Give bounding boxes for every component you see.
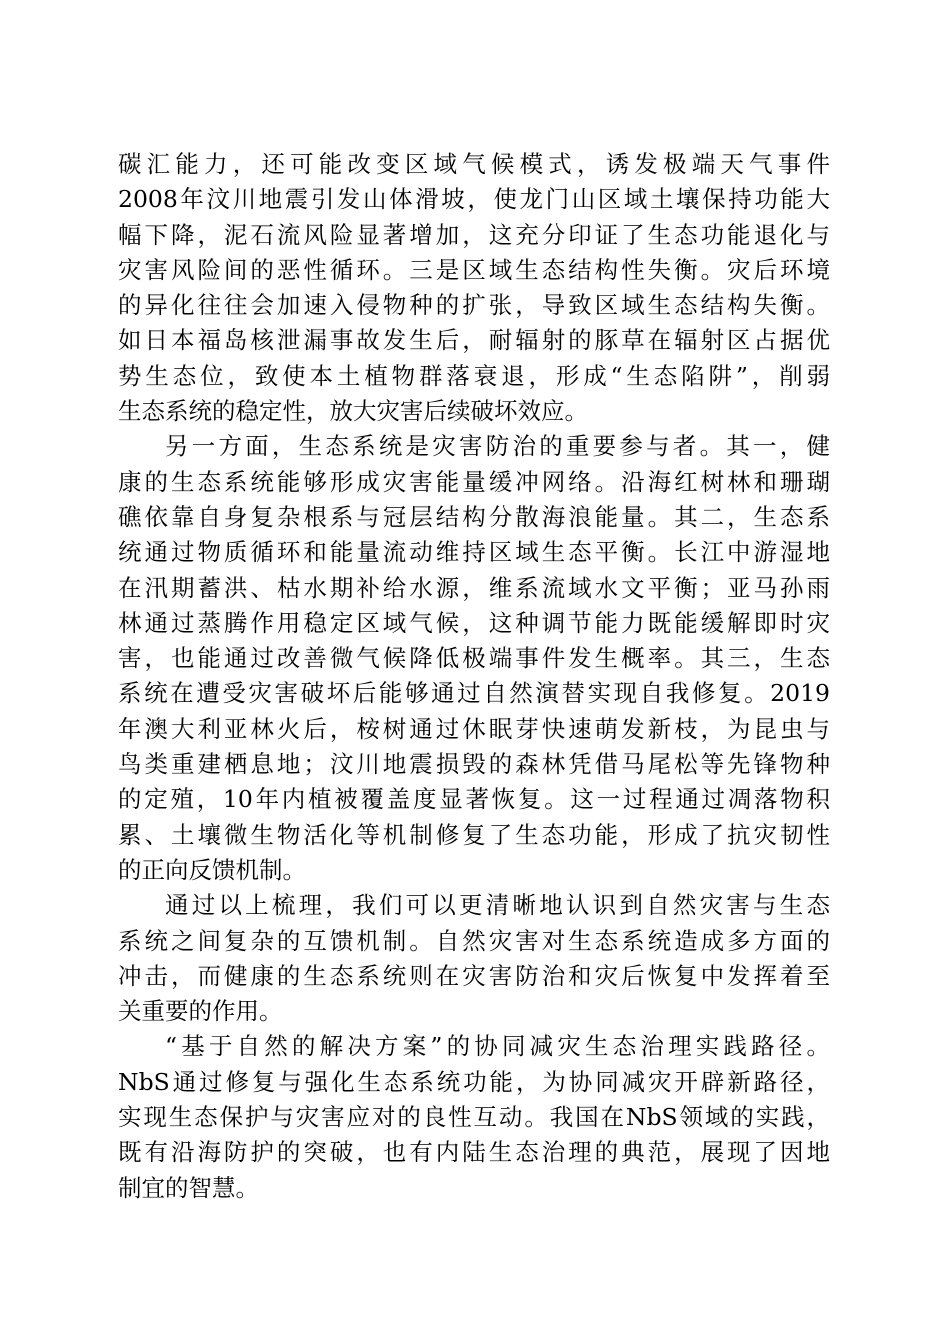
text-line: 鸟类重建栖息地；汶川地震损毁的森林凭借马尾松等先锋物种 — [118, 750, 830, 779]
text-line: 康的生态系统能够形成灾害能量缓冲网络。沿海红树林和珊瑚 — [118, 467, 830, 496]
text-line: 关重要的作用。 — [118, 997, 283, 1026]
text-line: 在汛期蓄洪、枯水期补给水源，维系流域水文平衡；亚马孙雨 — [118, 573, 830, 602]
text-line: 制宜的智慧。 — [118, 1173, 259, 1202]
text-line: 系统在遭受灾害破坏后能够通过自然演替实现自我修复。2019 — [118, 679, 830, 708]
text-line: NbS通过修复与强化生态系统功能，为协同减灾开辟新路径， — [118, 1067, 830, 1096]
text-line: 的定殖，10年内植被覆盖度显著恢复。这一过程通过凋落物积 — [118, 785, 830, 814]
text-line: 统通过物质循环和能量流动维持区域生态平衡。长江中游湿地 — [118, 538, 830, 567]
text-line: 生态系统的稳定性，放大灾害后续破坏效应。 — [118, 397, 588, 426]
text-line: 灾害风险间的恶性循环。三是区域生态结构性失衡。灾后环境 — [118, 255, 830, 284]
text-line: 如日本福岛核泄漏事故发生后，耐辐射的豚草在辐射区占据优 — [118, 326, 830, 355]
paragraph-first-line: 另一方面，生态系统是灾害防治的重要参与者。其一，健 — [165, 432, 830, 461]
document-body — [118, 147, 830, 1206]
text-line: 累、土壤微生物活化等机制修复了生态功能，形成了抗灾韧性 — [118, 820, 830, 849]
section-heading-line: “基于自然的解决方案”的协同减灾生态治理实践路径。 — [165, 1032, 830, 1061]
text-line: 实现生态保护与灾害应对的良性互动。我国在NbS领域的实践， — [118, 1103, 830, 1132]
text-line: 林通过蒸腾作用稳定区域气候，这种调节能力既能缓解即时灾 — [118, 608, 830, 637]
text-line: 势生态位，致使本土植物群落衰退，形成“生态陷阱”，削弱 — [118, 361, 830, 390]
text-line: 幅下降，泥石流风险显著增加，这充分印证了生态功能退化与 — [118, 220, 830, 249]
text-line: 2008年汶川地震引发山体滑坡，使龙门山区域土壤保持功能大 — [118, 185, 830, 214]
text-line: 冲击，而健康的生态系统则在灾害防治和灾后恢复中发挥着至 — [118, 961, 830, 990]
paragraph-first-line: 通过以上梳理，我们可以更清晰地认识到自然灾害与生态 — [165, 891, 830, 920]
text-line: 的异化往往会加速入侵物种的扩张，导致区域生态结构失衡。 — [118, 291, 830, 320]
text-line: 年澳大利亚林火后，桉树通过休眠芽快速萌发新枝，为昆虫与 — [118, 714, 830, 743]
text-line: 系统之间复杂的互馈机制。自然灾害对生态系统造成多方面的 — [118, 926, 830, 955]
text-line: 害，也能通过改善微气候降低极端事件发生概率。其三，生态 — [118, 644, 830, 673]
text-line: 碳汇能力，还可能改变区域气候模式，诱发极端天气事件 — [118, 150, 830, 178]
text-line: 礁依靠自身复杂根系与冠层结构分散海浪能量。其二，生态系 — [118, 502, 830, 531]
text-line: 的正向反馈机制。 — [118, 855, 306, 884]
text-line: 既有沿海防护的突破，也有内陆生态治理的典范，展现了因地 — [118, 1138, 830, 1167]
